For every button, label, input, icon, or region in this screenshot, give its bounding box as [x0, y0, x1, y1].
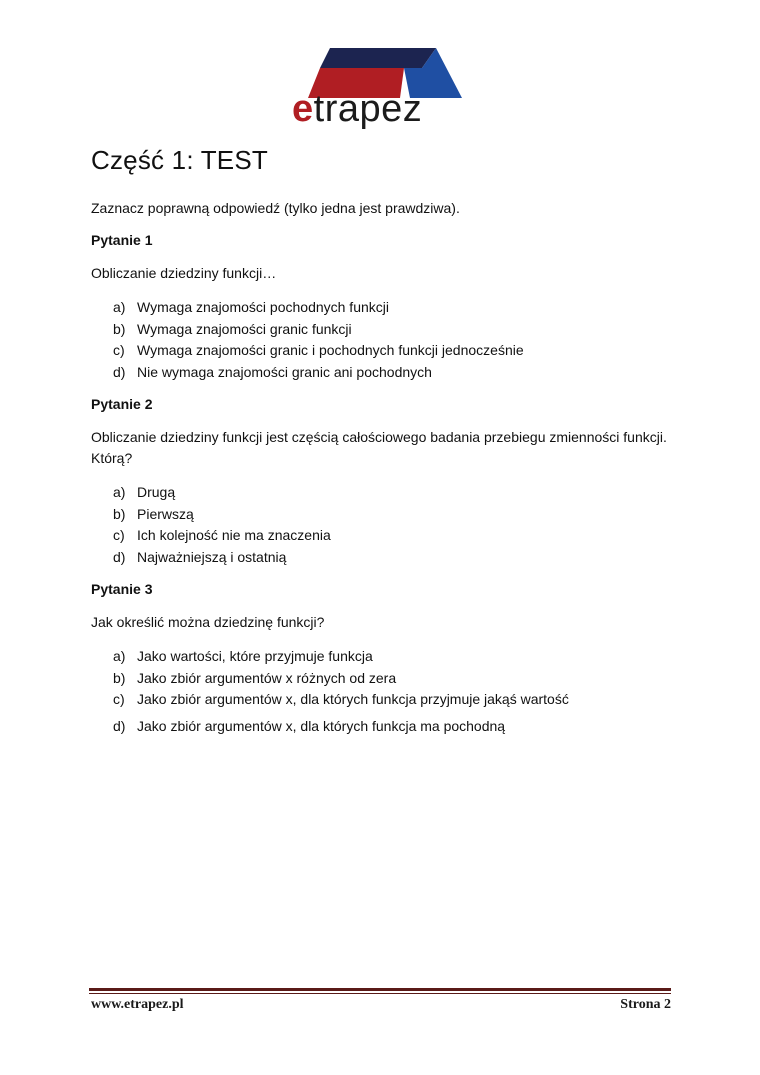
answer-text: Jako zbiór argumentów x różnych od zera: [137, 669, 397, 686]
question-heading: Pytanie 3: [91, 581, 153, 597]
logo-navy-shape: [320, 48, 436, 68]
answer-letter: b): [113, 505, 126, 522]
answer-letter: d): [113, 363, 126, 380]
answer-text: Drugą: [137, 484, 176, 500]
question-2: [91, 394, 681, 568]
answer-letter: b): [113, 320, 126, 337]
answer-list: [91, 482, 681, 568]
answer-option: [91, 319, 681, 341]
answer-text: Jako zbiór argumentów x, dla których funkcja ma pochodną: [137, 717, 506, 734]
answer-text: Jako zbiór argumentów x, dla których funkcja przyjmuje jakąś wartość: [137, 691, 569, 707]
question-text: Obliczanie dziedziny funkcji…: [91, 265, 277, 281]
question-3: [91, 579, 681, 737]
answer-text: Jako wartości, które przyjmuje funkcja: [137, 648, 373, 664]
answer-option: [91, 668, 681, 690]
footer-divider-thin: [89, 993, 671, 994]
answer-option: [91, 362, 681, 384]
logo-wordmark: [292, 88, 472, 131]
answer-text: Pierwszą: [137, 505, 194, 522]
answer-text: Wymaga znajomości granic funkcji: [137, 320, 352, 337]
answer-option: [91, 340, 681, 362]
answer-option: [91, 525, 681, 547]
answer-option: [91, 504, 681, 526]
answer-letter: b): [113, 669, 126, 686]
answer-letter: c): [113, 342, 125, 358]
question-text: Jak określić można dziedzinę funkcji?: [91, 614, 325, 630]
question-1: [91, 230, 681, 383]
answer-text: Najważniejszą i ostatnią: [137, 548, 287, 565]
answer-letter: d): [113, 717, 126, 734]
answer-list: [91, 646, 681, 737]
page-title: Część 1: TEST: [91, 145, 268, 175]
answer-list: [91, 297, 681, 383]
logo-trapez-text: trapez: [313, 88, 423, 130]
answer-option: [91, 297, 681, 319]
logo-e-letter: e: [292, 88, 314, 130]
answer-text: Wymaga znajomości granic i pochodnych funkcji jednocześnie: [137, 342, 524, 358]
answer-option: [91, 646, 681, 668]
answer-letter: a): [113, 484, 126, 500]
answer-option: [91, 482, 681, 504]
footer-divider-thick: [89, 988, 671, 991]
document-body: [91, 140, 681, 737]
answer-option: [91, 689, 681, 711]
question-heading: Pytanie 2: [91, 396, 153, 412]
instruction-text: Zaznacz poprawną odpowiedź (tylko jedna jest prawdziwa).: [91, 200, 460, 216]
footer-website: www.etrapez.pl: [91, 997, 184, 1012]
question-text: Obliczanie dziedziny funkcji jest częścią całościowego badania przebiegu zmienności funkcji. Którą?: [91, 429, 667, 466]
footer-page-number: Strona 2: [620, 997, 671, 1012]
answer-text: Nie wymaga znajomości granic ani pochodnych: [137, 363, 432, 380]
answer-option: [91, 547, 681, 569]
answer-option: [91, 716, 681, 738]
answer-text: Wymaga znajomości pochodnych funkcji: [137, 299, 389, 315]
answer-letter: a): [113, 648, 126, 664]
answer-letter: a): [113, 299, 126, 315]
answer-letter: c): [113, 527, 125, 543]
answer-letter: d): [113, 548, 126, 565]
question-heading: Pytanie 1: [91, 232, 153, 248]
etrapez-logo: [290, 44, 472, 142]
answer-letter: c): [113, 691, 125, 707]
answer-text: Ich kolejność nie ma znaczenia: [137, 527, 331, 543]
